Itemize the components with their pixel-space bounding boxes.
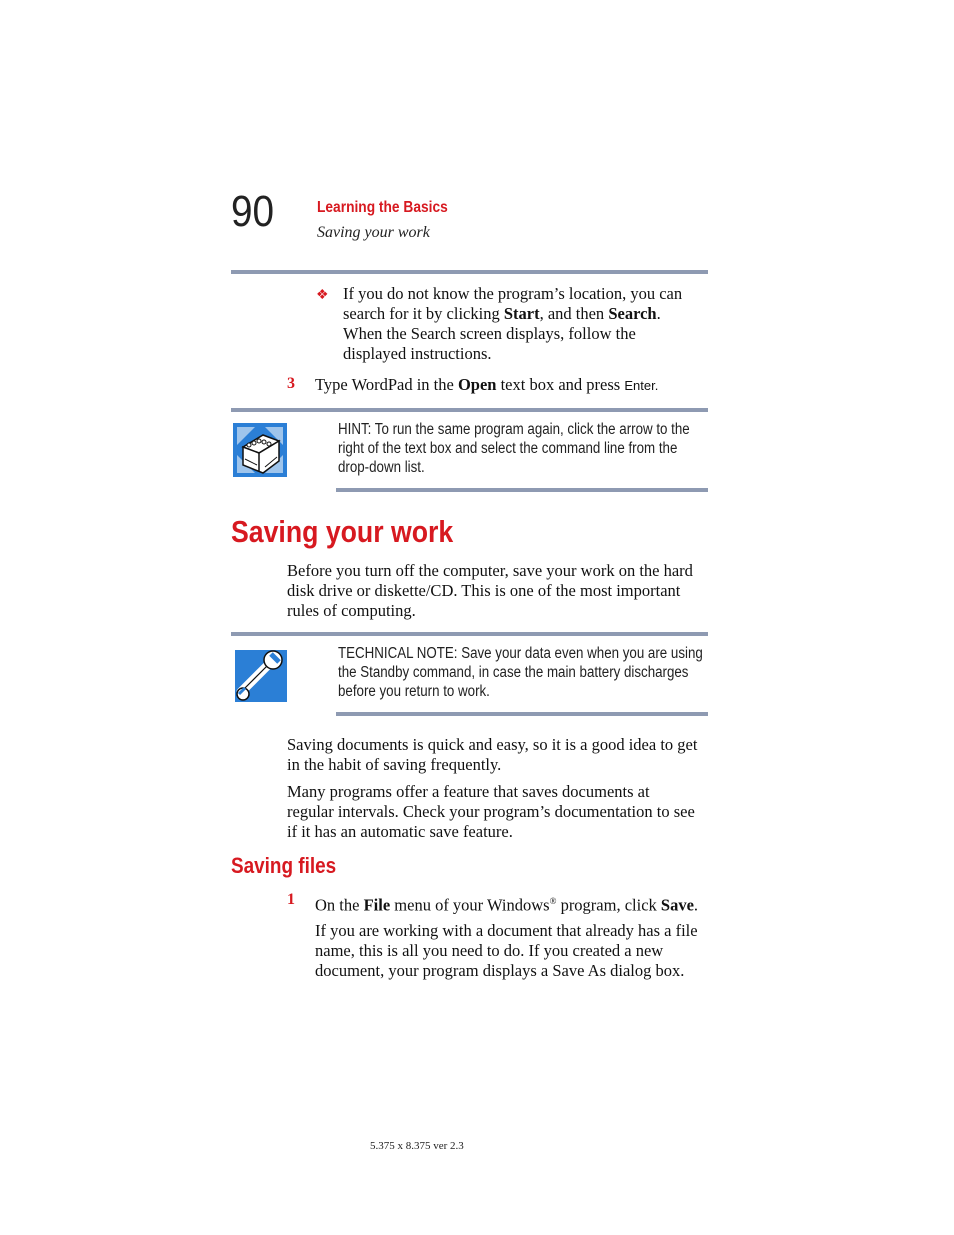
heading-saving-files: Saving files bbox=[231, 853, 337, 878]
paragraph-saving-quick: Saving documents is quick and easy, so it is a good idea to get in the habit of saving frequently. bbox=[287, 735, 698, 774]
step-3-text: Type WordPad in the Open text box and press Enter. bbox=[315, 375, 659, 394]
page-number: 90 bbox=[231, 187, 275, 236]
hint-top-rule bbox=[231, 408, 708, 412]
technical-note-top-rule bbox=[231, 632, 708, 636]
header-rule bbox=[231, 270, 708, 274]
bullet-line-2: search for it by clicking Start, and then Search. bbox=[343, 304, 661, 323]
registered-mark: ® bbox=[549, 896, 557, 906]
open-term: Open bbox=[457, 375, 497, 394]
treasure-chest-icon bbox=[233, 423, 287, 477]
search-term: Search bbox=[608, 304, 657, 323]
technical-note-bottom-rule bbox=[336, 712, 708, 716]
technical-line-3: before you return to work. bbox=[338, 683, 490, 700]
footer-version: 5.375 x 8.375 ver 2.3 bbox=[370, 1140, 464, 1152]
enter-key: Enter bbox=[624, 378, 655, 393]
technical-note-text bbox=[338, 644, 703, 701]
bullet-symbol: ❖ bbox=[316, 288, 329, 303]
section-subtitle: Saving your work bbox=[317, 224, 430, 241]
technical-line-2: the Standby command, in case the main battery discharges bbox=[338, 664, 689, 681]
hint-line-1: HINT: To run the same program again, click the arrow to the bbox=[338, 421, 690, 438]
start-term: Start bbox=[503, 304, 540, 323]
hint-line-2: right of the text box and select the command line from the bbox=[338, 440, 678, 457]
bullet-line-4: displayed instructions. bbox=[343, 344, 492, 363]
bullet-line-3: When the Search screen displays, follow the bbox=[343, 324, 636, 343]
step-1-followup: If you are working with a document that already has a file name, this is all you need to do. If you created a new document, your program displays a Save As dialog box. bbox=[315, 921, 698, 980]
hint-text bbox=[338, 420, 690, 477]
wrench-icon bbox=[235, 650, 287, 702]
step-3-number: 3 bbox=[287, 375, 295, 392]
hint-bottom-rule bbox=[336, 488, 708, 492]
intro-paragraph: Before you turn off the computer, save your work on the hard disk drive or diskette/CD. This is one of the most important rules of computing. bbox=[287, 561, 693, 620]
heading-saving-your-work: Saving your work bbox=[231, 514, 454, 549]
file-term: File bbox=[363, 895, 391, 915]
step-1-text: On the File menu of your Windows® program, click Save. bbox=[315, 895, 699, 915]
hint-line-3: drop-down list. bbox=[338, 459, 425, 476]
step-1-number: 1 bbox=[287, 891, 295, 908]
bullet-text bbox=[343, 284, 682, 364]
chapter-title: Learning the Basics bbox=[317, 199, 448, 216]
paragraph-auto-save: Many programs offer a feature that saves documents at regular intervals. Check your program’s documentation to see if it has an automatic save feature. bbox=[287, 782, 695, 841]
technical-line-1: TECHNICAL NOTE: Save your data even when you are using bbox=[338, 645, 703, 662]
bullet-line-1: If you do not know the program’s location, you can bbox=[343, 284, 683, 303]
save-term: Save bbox=[660, 895, 694, 915]
